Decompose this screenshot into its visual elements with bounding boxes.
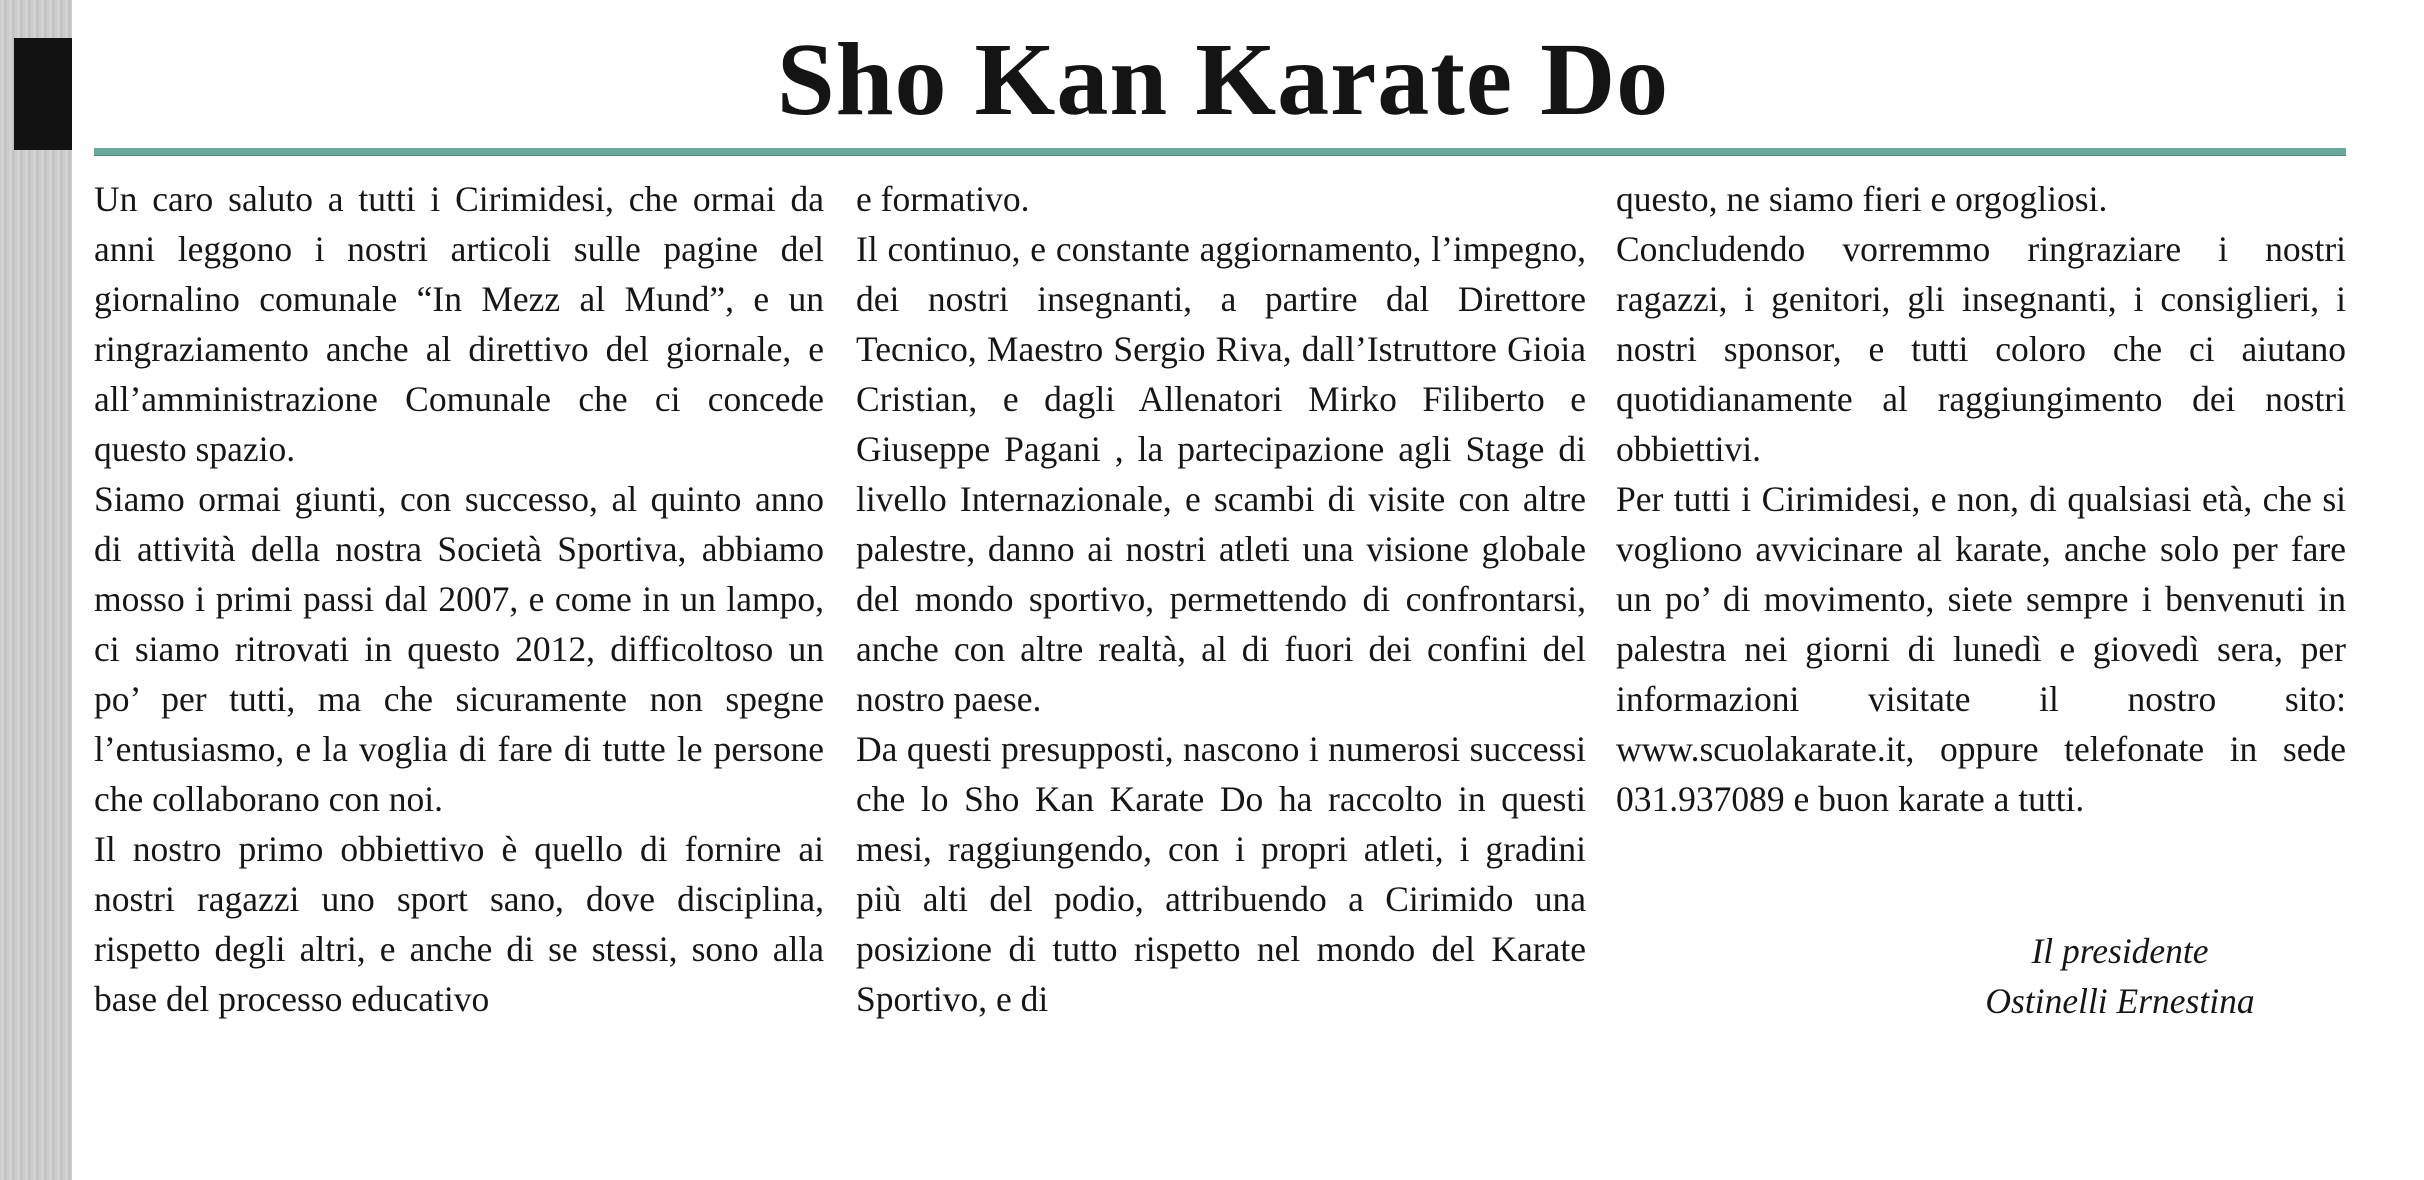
- paragraph: Il continuo, e constante aggiornamento, l’impegno, dei nostri insegnanti, a partire dal Direttore Tecnico, Maestro Sergio Riva, dall’Istruttore Gioia Cristian, e dagli Allenatori Mirko Filiberto e Giuseppe Pagani , la partecipazione agli Stage di livello Internazionale, e scambi di visite con altre palestre, danno ai nostri atleti una visione globale del mondo sportivo, permettendo di confrontarsi, anche con altre realtà, al di fuori dei confini del nostro paese.: [856, 229, 1586, 719]
- paragraph: Un caro saluto a tutti i Cirimidesi, che ormai da anni leggono i nostri articoli sulle pagine del giornalino comunale “In Mezz al Mund”, e un ringraziamento anche al direttivo del giornale, e all’amministrazione Comunale che ci concede questo spazio.: [94, 179, 824, 469]
- section-marker: [14, 38, 72, 150]
- paragraph: Da questi presupposti, nascono i numerosi successi che lo Sho Kan Karate Do ha raccolto in questi mesi, raggiungendo, con i propri atleti, i gradini più alti del podio, attribuendo a Cirimido una posizione di tutto rispetto nel mondo del Karate Sportivo, e di: [856, 729, 1586, 1019]
- text-column-3: [1616, 174, 2346, 824]
- paragraph: Per tutti i Cirimidesi, e non, di qualsiasi età, che si vogliono avvicinare al karate, anche solo per fare un po’ di movimento, siete sempre i benvenuti in palestra nei giorni di lunedì e giovedì sera, per informazioni visitate il nostro sito: www.scuolakarate.it, oppure telefonate in sede 031.937089 e buon karate a tutti.: [1616, 479, 2346, 819]
- text-column-1: [94, 174, 824, 1024]
- paragraph: questo, ne siamo fieri e orgogliosi.: [1616, 179, 2108, 219]
- binding-edge: [0, 0, 72, 1180]
- signature-name: Ostinelli Ernestina: [1985, 981, 2255, 1021]
- paragraph: Siamo ormai giunti, con successo, al quinto anno di attività della nostra Società Sportiva, abbiamo mosso i primi passi dal 2007, e come in un lampo, ci siamo ritrovati in questo 2012, difficoltoso un po’ per tutti, ma che sicuramente non spegne l’entusiasmo, e la voglia di fare di tutte le persone che collaborano con noi.: [94, 479, 824, 819]
- paragraph: Concludendo vorremmo ringraziare i nostri ragazzi, i genitori, gli insegnanti, i consiglieri, i nostri sponsor, e tutti coloro che ci aiutano quotidianamente al raggiungimento dei nostri obbiettivi.: [1616, 229, 2346, 469]
- signature-block: [1900, 926, 2340, 1026]
- signature-role: Il presidente: [2031, 931, 2209, 971]
- paragraph: Il nostro primo obbiettivo è quello di fornire ai nostri ragazzi uno sport sano, dove disciplina, rispetto degli altri, e anche di se stessi, sono alla base del processo educativo: [94, 829, 824, 1019]
- article-title: Sho Kan Karate Do: [776, 22, 1670, 137]
- paragraph: e formativo.: [856, 179, 1030, 219]
- text-column-2: [856, 174, 1586, 1024]
- title-rule: [94, 148, 2346, 156]
